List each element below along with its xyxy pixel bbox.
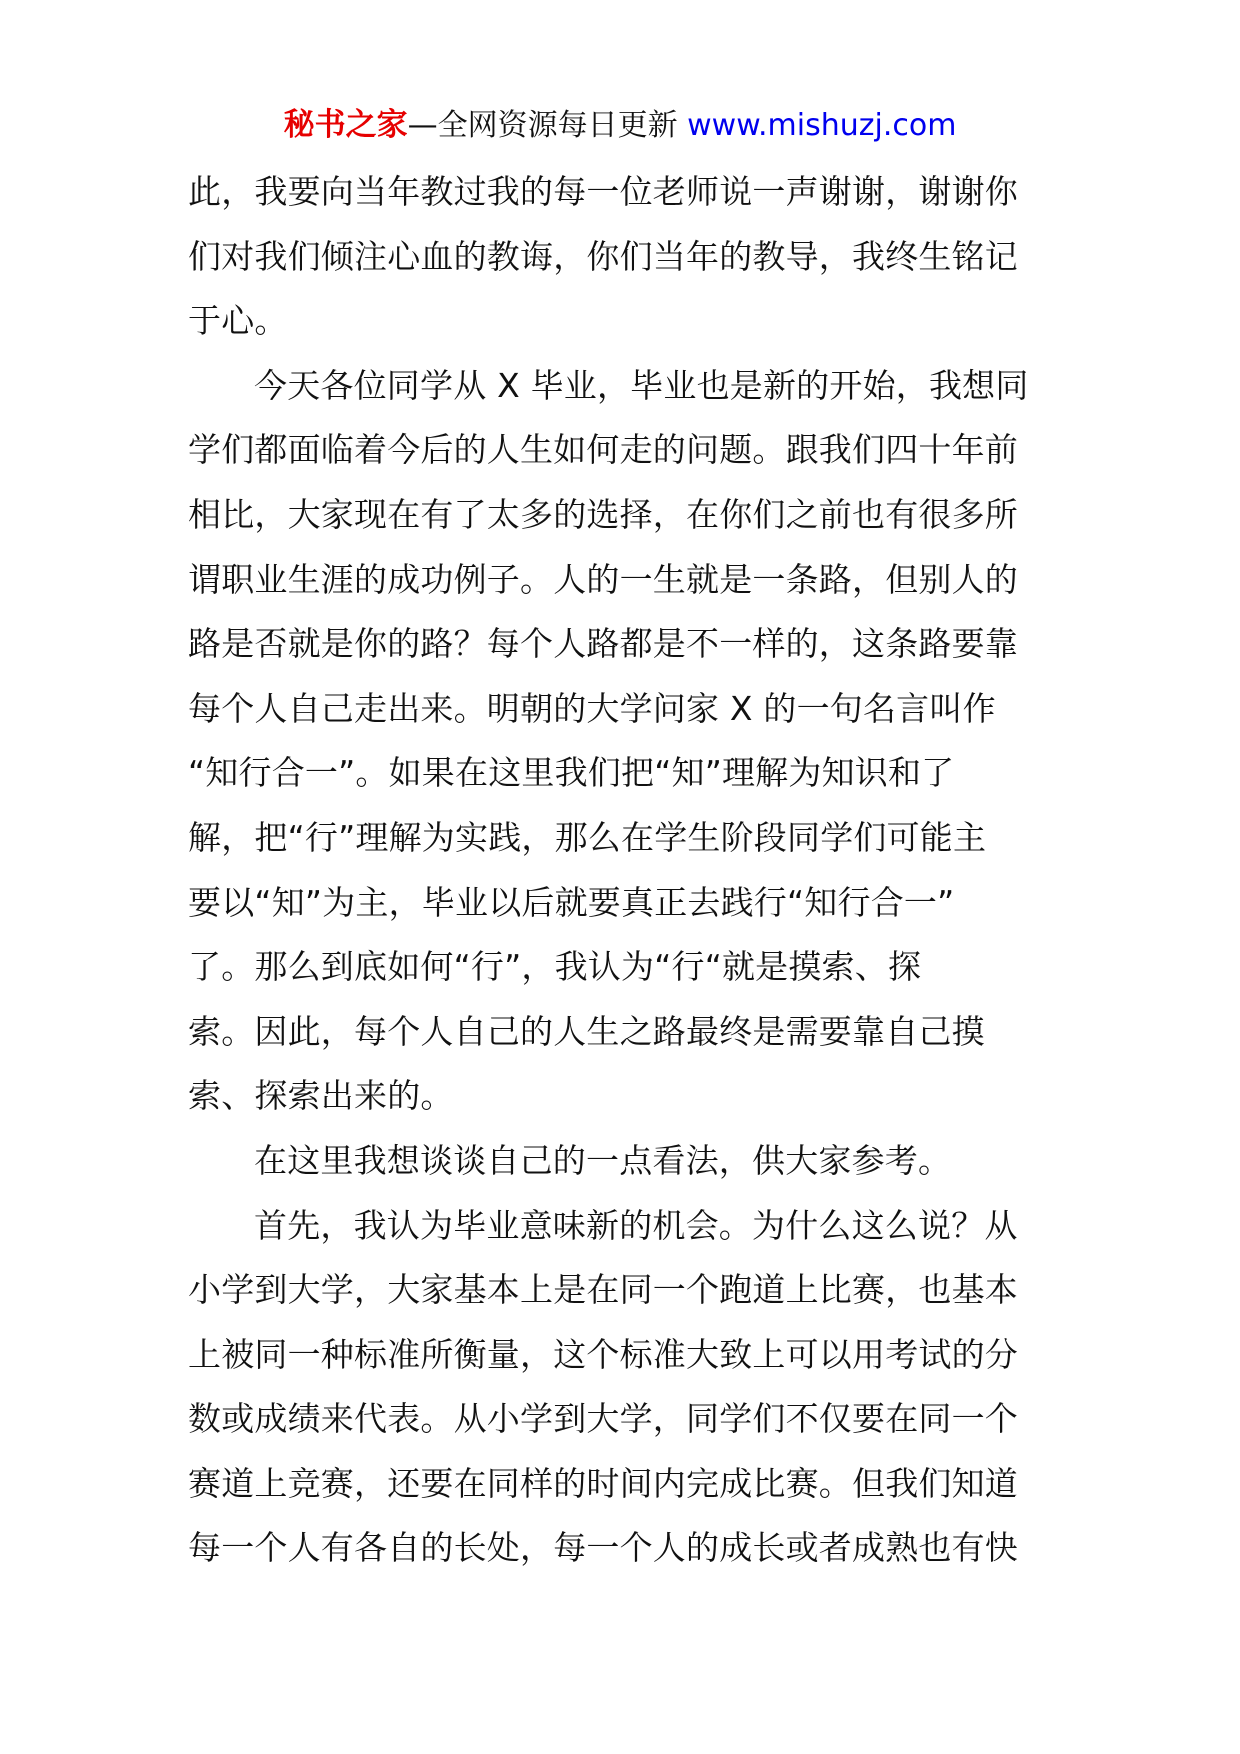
page-header xyxy=(0,103,1240,148)
text-line: 赛道上竞赛，还要在同样的时间内完成比赛。但我们知道 xyxy=(188,1463,1018,1503)
text-line: 要以“知”为主，毕业以后就要真正去践行“知行合一” xyxy=(188,882,955,922)
text-line: 索。因此，每个人自己的人生之路最终是需要靠自己摸 xyxy=(188,1011,985,1051)
header-tagline: —全网资源每日更新 xyxy=(407,108,678,143)
text-line: 路是否就是你的路？每个人路都是不一样的，这条路要靠 xyxy=(188,624,1018,664)
text-line: 于心。 xyxy=(188,301,288,341)
brand-name: 秘书之家 xyxy=(283,107,408,143)
text-line: 上被同一种标准所衡量，这个标准大致上可以用考试的分 xyxy=(188,1334,1018,1374)
document-body xyxy=(188,160,1064,1581)
paragraph-start-line: 在这里我想谈谈自己的一点看法，供大家参考。 xyxy=(254,1140,952,1180)
text-line: 了。那么到底如何“行”，我认为“行“就是摸索、探 xyxy=(188,947,922,987)
text-line: 此，我要向当年教过我的每一位老师说一声谢谢，谢谢你 xyxy=(188,172,1018,211)
text-line: 学们都面临着今后的人生如何走的问题。跟我们四十年前 xyxy=(188,430,1018,470)
text-line: “知行合一”。如果在这里我们把“知”理解为知识和了 xyxy=(188,753,955,793)
text-line: 相比，大家现在有了太多的选择，在你们之前也有很多所 xyxy=(188,494,1018,534)
paragraph-start-line: 今天各位同学从 X 毕业，毕业也是新的开始，我想同 xyxy=(254,365,1029,405)
text-line: 们对我们倾注心血的教诲，你们当年的教导，我终生铭记 xyxy=(188,236,1018,276)
text-line: 每一个人有各自的长处，每一个人的成长或者成熟也有快 xyxy=(188,1528,1018,1568)
text-line: 谓职业生涯的成功例子。人的一生就是一条路，但别人的 xyxy=(188,559,1018,599)
paragraph-start-line: 首先，我认为毕业意味新的机会。为什么这么说？从 xyxy=(254,1205,1018,1245)
website-link[interactable]: www.mishuzj.com xyxy=(687,108,957,143)
text-line: 小学到大学，大家基本上是在同一个跑道上比赛，也基本 xyxy=(188,1270,1018,1310)
text-line: 数或成绩来代表。从小学到大学，同学们不仅要在同一个 xyxy=(188,1399,1018,1439)
text-line: 索、探索出来的。 xyxy=(188,1076,454,1116)
text-line: 每个人自己走出来。明朝的大学问家 X 的一句名言叫作 xyxy=(188,688,996,728)
text-line: 解，把“行”理解为实践，那么在学生阶段同学们可能主 xyxy=(188,817,987,857)
